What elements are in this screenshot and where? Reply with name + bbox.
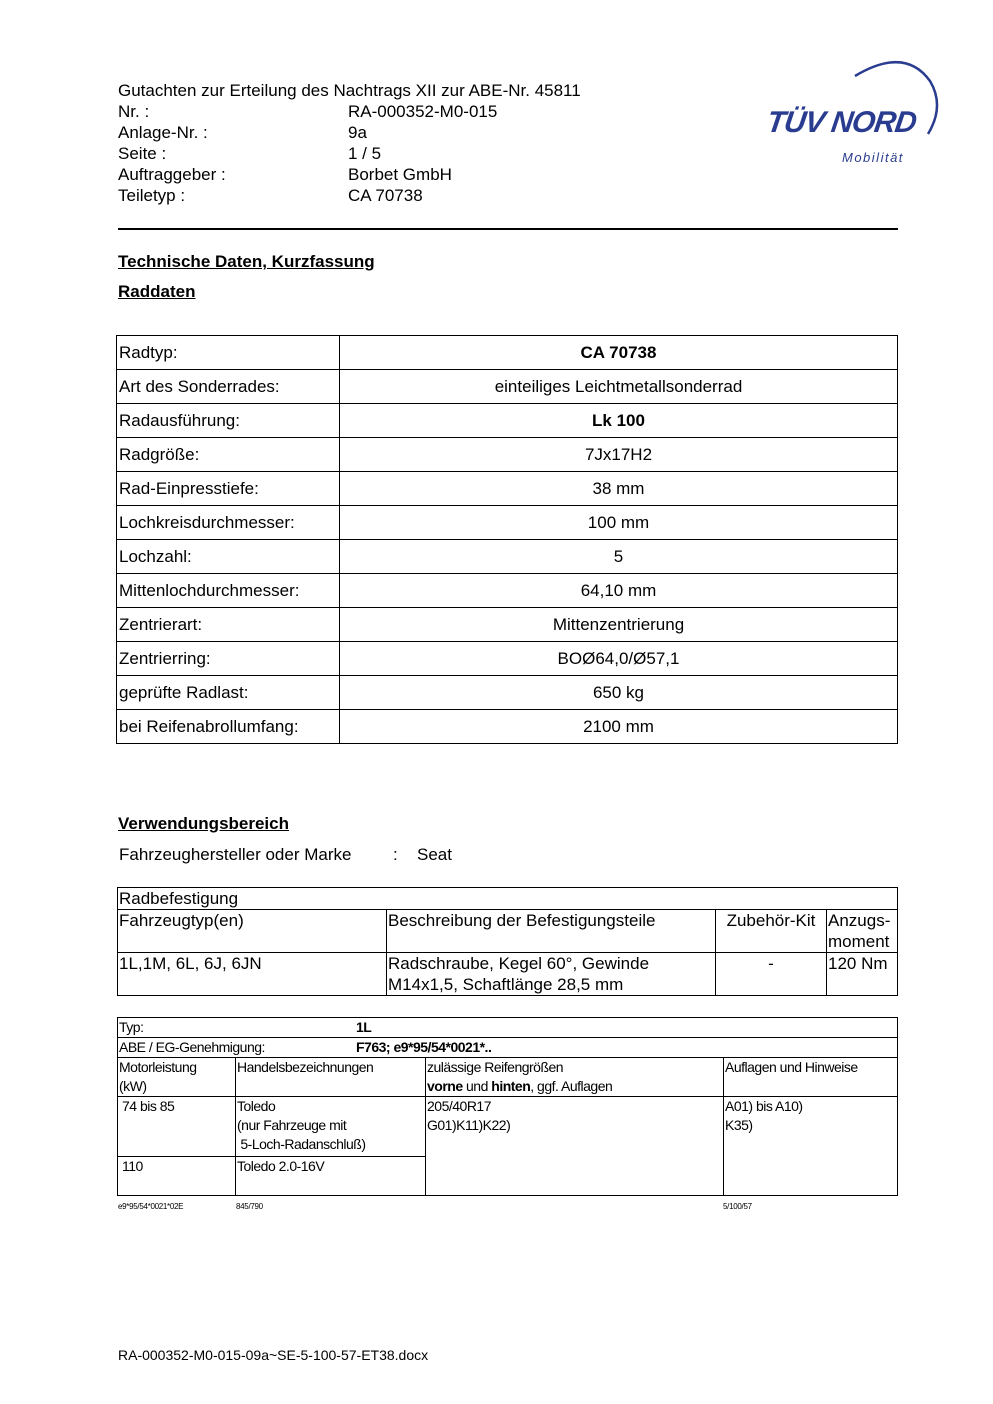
table-header-row xyxy=(118,1058,898,1097)
document-title: Gutachten zur Erteilung des Nachtrags XII zur ABE-Nr. 45811 xyxy=(118,81,581,100)
tuev-nord-logo: TÜV NORD xyxy=(764,106,919,139)
nr-value: RA-000352-M0-015 xyxy=(348,102,498,121)
header-anzugs: Anzugs- xyxy=(828,911,891,930)
row-value: Mittenzentrierung xyxy=(340,608,898,642)
header-hinweise: Auflagen und Hinweise xyxy=(724,1058,898,1097)
header-line: zulässige Reifengrößen xyxy=(427,1059,564,1075)
row-value: CA 70738 xyxy=(340,336,898,370)
name-line: Toledo xyxy=(237,1098,276,1114)
row-value: BOØ64,0/Ø57,1 xyxy=(340,642,898,676)
maker-label: Fahrzeughersteller oder Marke xyxy=(119,845,352,864)
cell-names: Toledo 2.0-16V xyxy=(236,1157,426,1196)
header-hinten: hinten xyxy=(491,1078,531,1094)
typ-value: 1L xyxy=(356,1019,372,1035)
row-value: 64,10 mm xyxy=(340,574,898,608)
table-row xyxy=(117,608,898,642)
desc-line: M14x1,5, Schaftlänge 28,5 mm xyxy=(388,975,624,994)
table-row xyxy=(117,336,898,370)
teiletyp-value: CA 70738 xyxy=(348,186,423,205)
note-line: A01) bis A10) xyxy=(725,1098,803,1114)
table-row xyxy=(117,540,898,574)
header-line: (kW) xyxy=(119,1078,147,1094)
anlage-value: 9a xyxy=(348,123,367,142)
row-label: bei Reifenabrollumfang: xyxy=(117,710,340,744)
header-motorleistung xyxy=(118,1058,236,1097)
table-row xyxy=(118,1097,898,1157)
cell-power: 110 xyxy=(118,1157,236,1196)
row-value: 2100 mm xyxy=(340,710,898,744)
row-label: Art des Sonderrades: xyxy=(117,370,340,404)
tyre-line: 205/40R17 xyxy=(427,1098,492,1114)
row-label: Zentrierart: xyxy=(117,608,340,642)
radbefestigung-title: Radbefestigung xyxy=(118,888,898,910)
table-row xyxy=(118,953,898,996)
maker-value: Seat xyxy=(417,845,452,864)
cell-notes xyxy=(724,1097,898,1196)
section-title-verwendung: Verwendungsbereich xyxy=(118,814,289,833)
header-fahrzeugtyp: Fahrzeugtyp(en) xyxy=(118,910,387,953)
cell-types: 1L,1M, 6L, 6J, 6JN xyxy=(118,953,387,996)
cell-torque: 120 Nm xyxy=(827,953,898,996)
table-foot-code: e9*95/54*0021*02E xyxy=(118,1202,184,1211)
table-row xyxy=(117,676,898,710)
row-label: Radausführung: xyxy=(117,404,340,438)
cell-power: 74 bis 85 xyxy=(118,1097,236,1157)
table-row xyxy=(117,472,898,506)
table-row xyxy=(117,438,898,472)
cell-kit: - xyxy=(716,953,827,996)
row-label: Mittenlochdurchmesser: xyxy=(117,574,340,608)
row-label: Lochzahl: xyxy=(117,540,340,574)
maker-separator: : xyxy=(393,845,398,864)
name-line: 5-Loch-Radanschluß) xyxy=(240,1136,366,1152)
header-handelsbezeichnungen: Handelsbezeichnungen xyxy=(236,1058,426,1097)
tyre-line: G01)K11)K22) xyxy=(427,1117,511,1133)
header-und: und xyxy=(462,1078,492,1094)
typ-row xyxy=(118,1018,898,1038)
header-moment: moment xyxy=(828,932,890,951)
radbefestigung-table xyxy=(117,887,898,996)
row-label: Rad-Einpresstiefe: xyxy=(117,472,340,506)
table-row xyxy=(117,404,898,438)
header-vorne: vorne xyxy=(427,1078,463,1094)
auftraggeber-label: Auftraggeber : xyxy=(118,165,226,184)
raddaten-table xyxy=(116,335,898,744)
logo-subtitle: Mobilität xyxy=(842,150,904,165)
table-row xyxy=(117,506,898,540)
note-line: K35) xyxy=(725,1117,753,1133)
typ-label: Typ: xyxy=(119,1019,144,1035)
row-value: 100 mm xyxy=(340,506,898,540)
cell-names xyxy=(236,1097,426,1157)
row-label: Radtyp: xyxy=(117,336,340,370)
header-zubehoer: Zubehör-Kit xyxy=(716,910,827,953)
abe-row xyxy=(118,1038,898,1058)
teiletyp-label: Teiletyp : xyxy=(118,186,186,205)
seite-value: 1 / 5 xyxy=(348,144,382,163)
abe-label: ABE / EG-Genehmigung: xyxy=(119,1039,265,1055)
header-reifengroessen xyxy=(426,1058,724,1097)
table-row xyxy=(117,642,898,676)
header-anzugsmoment xyxy=(827,910,898,953)
row-value: einteiliges Leichtmetallsonderrad xyxy=(340,370,898,404)
nr-label: Nr. : xyxy=(118,102,150,121)
typ-cell xyxy=(118,1018,898,1038)
table-header-row xyxy=(118,910,898,953)
row-label: Lochkreisdurchmesser: xyxy=(117,506,340,540)
table-foot-dimensions: 845/790 xyxy=(236,1202,263,1211)
header-beschreibung: Beschreibung der Befestigungsteile xyxy=(387,910,716,953)
table-row xyxy=(118,888,898,910)
section-title-technical: Technische Daten, Kurzfassung xyxy=(118,252,375,271)
header-line: Motorleistung xyxy=(119,1059,197,1075)
abe-cell xyxy=(118,1038,898,1058)
table-foot-bolt: 5/100/57 xyxy=(723,1202,752,1211)
row-label: Radgröße: xyxy=(117,438,340,472)
row-value: 38 mm xyxy=(340,472,898,506)
cell-description xyxy=(387,953,716,996)
file-name-footer: RA-000352-M0-015-09a~SE-5-100-57-ET38.docx xyxy=(118,1347,429,1363)
table-row xyxy=(117,370,898,404)
row-value: 7Jx17H2 xyxy=(340,438,898,472)
typ-table xyxy=(117,1017,898,1196)
row-value: Lk 100 xyxy=(340,404,898,438)
auftraggeber-value: Borbet GmbH xyxy=(348,165,452,184)
row-label: geprüfte Radlast: xyxy=(117,676,340,710)
seite-label: Seite : xyxy=(118,144,167,163)
desc-line: Radschraube, Kegel 60°, Gewinde xyxy=(388,954,650,973)
abe-value: F763; e9*95/54*0021*.. xyxy=(356,1039,492,1055)
section-subtitle-raddaten: Raddaten xyxy=(118,282,196,301)
row-value: 5 xyxy=(340,540,898,574)
name-line: (nur Fahrzeuge mit xyxy=(237,1117,347,1133)
row-label: Zentrierring: xyxy=(117,642,340,676)
anlage-label: Anlage-Nr. : xyxy=(118,123,208,142)
row-value: 650 kg xyxy=(340,676,898,710)
header-auflagen-suffix: , ggf. Auflagen xyxy=(530,1078,613,1094)
header-divider xyxy=(118,228,898,230)
cell-tyres xyxy=(426,1097,724,1196)
table-row xyxy=(117,710,898,744)
table-row xyxy=(117,574,898,608)
